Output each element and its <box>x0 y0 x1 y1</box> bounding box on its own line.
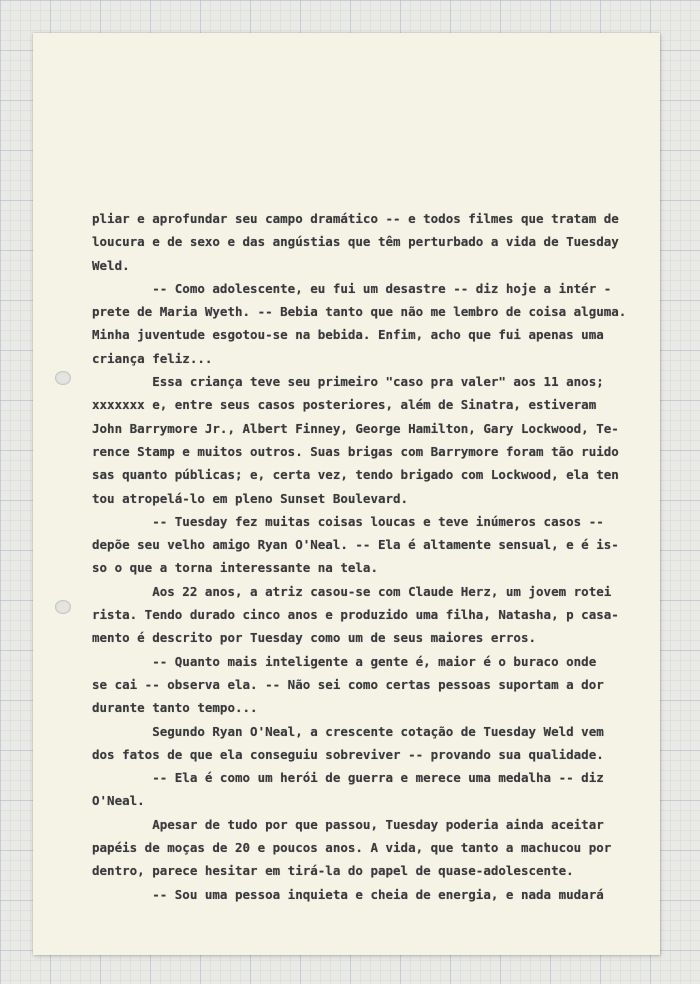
text-line: so o que a torna interessante na tela. <box>92 560 378 576</box>
text-line: O'Neal. <box>92 793 145 809</box>
text-line: Minha juventude esgotou-se na bebida. Enfim, acho que fui apenas uma <box>92 327 604 343</box>
text-line: -- Sou uma pessoa inquieta e cheia de energia, e nada mudará <box>92 886 604 902</box>
text-line: xxxxxxx e, entre seus casos posteriores, além de Sinatra, estiveram <box>92 397 597 413</box>
text-line: dos fatos de que ela conseguiu sobreviver -- provando sua qualidade. <box>92 746 604 762</box>
text-line: criança feliz... <box>92 350 213 366</box>
text-line: -- Quanto mais inteligente a gente é, maior é o buraco onde <box>92 653 597 669</box>
text-line: depõe seu velho amigo Ryan O'Neal. -- Ela é altamente sensual, e é is- <box>92 537 619 553</box>
text-line: -- Ela é como um herói de guerra e merece uma medalha -- diz <box>92 770 604 786</box>
text-line: John Barrymore Jr., Albert Finney, George Hamilton, Gary Lockwood, Te- <box>92 420 619 436</box>
punch-hole <box>55 600 71 614</box>
text-line: Weld. <box>92 257 130 273</box>
text-line: sas quanto públicas; e, certa vez, tendo brigado com Lockwood, ela ten <box>92 467 619 483</box>
punch-hole <box>55 371 71 385</box>
text-line: pliar e aprofundar seu campo dramático -- e todos filmes que tratam de <box>92 211 619 226</box>
text-line: Apesar de tudo por que passou, Tuesday poderia ainda aceitar <box>92 816 604 832</box>
text-line: -- Como adolescente, eu fui um desastre -- diz hoje a intér - <box>92 280 612 296</box>
text-line: rence Stamp e muitos outros. Suas brigas com Barrymore foram tão ruido <box>92 443 619 459</box>
text-line: rista. Tendo durado cinco anos e produzido uma filha, Natasha, p casa- <box>92 607 619 623</box>
typed-text-block <box>92 207 652 906</box>
text-line: se cai -- observa ela. -- Não sei como certas pessoas suportam a dor <box>92 676 604 692</box>
text-line: Aos 22 anos, a atriz casou-se com Claude Herz, um jovem roteі <box>92 583 612 599</box>
text-line: Essa criança teve seu primeiro "caso pra valer" aos 11 anos; <box>92 374 604 390</box>
text-line: -- Tuesday fez muitas coisas loucas e teve inúmeros casos -- <box>92 513 604 529</box>
text-line: mento é descrito por Tuesday como um de seus maiores erros. <box>92 630 537 646</box>
text-line: durante tanto tempo... <box>92 700 258 716</box>
text-line: dentro, parece hesitar em tirá-la do papel de quase-adolescente. <box>92 863 574 879</box>
text-line: loucura e de sexo e das angústias que têm perturbado a vida de Tuesday <box>92 234 619 250</box>
typewritten-page <box>33 33 660 955</box>
text-line: papéis de moças de 20 e poucos anos. A vida, que tanto a machucou por <box>92 840 612 856</box>
text-line: prete de Maria Wyeth. -- Bebia tanto que não me lembro de coisa alguma. <box>92 304 627 320</box>
text-line: Segundo Ryan O'Neal, a crescente cotação de Tuesday Weld vem <box>92 723 604 739</box>
text-line: tou atropelá-lo em pleno Sunset Boulevard. <box>92 490 409 506</box>
